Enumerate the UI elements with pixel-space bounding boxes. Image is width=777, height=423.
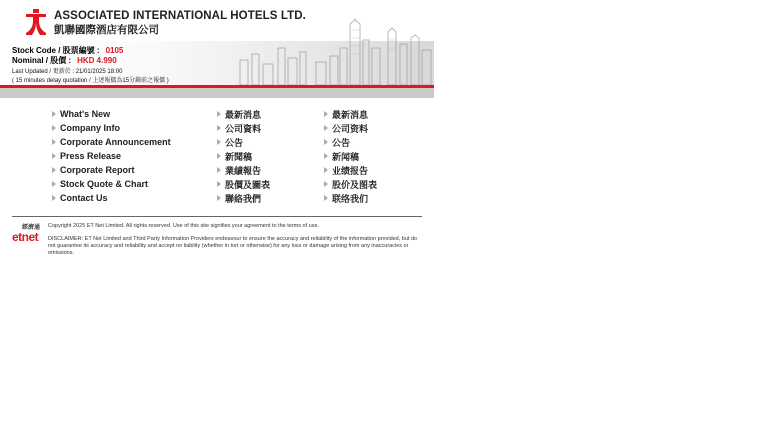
menu-sc-contact-us[interactable] (324, 191, 377, 205)
menu-tc-company-info[interactable] (217, 121, 270, 135)
arrow-right-icon (324, 111, 328, 117)
arrow-right-icon (52, 153, 56, 159)
menu-label: Contact Us (60, 193, 108, 203)
menu-sc-corporate-report[interactable] (324, 163, 377, 177)
menu-sc-announcement[interactable] (324, 135, 377, 149)
arrow-right-icon (324, 139, 328, 145)
site-header (0, 0, 434, 98)
arrow-right-icon (52, 195, 56, 201)
menu-label: Stock Quote & Chart (60, 179, 149, 189)
menu-tc-corporate-report[interactable] (217, 163, 270, 177)
menu-label: 公告 (225, 137, 244, 148)
menu-whats-new[interactable] (52, 107, 171, 121)
nominal-value: HKD 4.990 (77, 56, 117, 65)
menu-label: 业绩报告 (332, 165, 369, 176)
company-name-chinese: 凱聯國際酒店有限公司 (54, 24, 159, 36)
arrow-right-icon (217, 153, 221, 159)
menu-sc-press-release[interactable] (324, 149, 377, 163)
menu-sc-stock-quote[interactable] (324, 177, 377, 191)
menu-label: 最新消息 (225, 109, 262, 120)
menu-tc-announcement[interactable] (217, 135, 270, 149)
menu-contact-us[interactable] (52, 191, 171, 205)
menu-traditional-chinese (217, 107, 270, 205)
menu-simplified-chinese (324, 107, 377, 205)
menu-label: Corporate Report (60, 165, 135, 175)
arrow-right-icon (217, 125, 221, 131)
etnet-logo-text: etnet (12, 230, 39, 244)
menu-tc-press-release[interactable] (217, 149, 270, 163)
menu-corporate-report[interactable] (52, 163, 171, 177)
arrow-right-icon (324, 167, 328, 173)
arrow-right-icon (52, 111, 56, 117)
menu-tc-whats-new[interactable] (217, 107, 270, 121)
arrow-right-icon (217, 195, 221, 201)
arrow-right-icon (52, 181, 56, 187)
company-name-english: ASSOCIATED INTERNATIONAL HOTELS LTD. (54, 10, 306, 22)
arrow-right-icon (217, 111, 221, 117)
menu-english (52, 107, 171, 205)
company-logo (24, 9, 48, 35)
arrow-right-icon (324, 125, 328, 131)
disclaimer-text: DISCLAIMER: ET Net Limited and Third Party Information Providers endeavour to ensure the accuracy and reliability of the information provided, but do not guarantee its accuracy and reliability and accept no liability (whether in tort or otherwise) for any loss or damage arising from any inaccuracies or omissions. (48, 236, 418, 256)
menu-label: 聯絡我們 (225, 193, 262, 204)
delay-note: ( 15 minutes delay quotation / 上述報價為15分鐘前之報價 ) (12, 78, 169, 84)
arrow-right-icon (52, 167, 56, 173)
menu-label: 股价及图表 (332, 179, 378, 190)
menu-corporate-announcement[interactable] (52, 135, 171, 149)
arrow-right-icon (217, 181, 221, 187)
menu-label: Press Release (60, 151, 122, 161)
arrow-right-icon (324, 181, 328, 187)
etnet-logo[interactable] (12, 222, 44, 248)
menu-label: 公司資料 (225, 123, 262, 134)
menu-tc-stock-quote[interactable] (217, 177, 270, 191)
menu-label: 股價及圖表 (225, 179, 271, 190)
arrow-right-icon (217, 139, 221, 145)
menu-tc-contact-us[interactable] (217, 191, 270, 205)
arrow-right-icon (52, 125, 56, 131)
etnet-logo-chinese: 經濟通 (22, 225, 41, 231)
last-updated: Last Updated / 更新於 : 21/01/2025 18:00 (12, 69, 123, 75)
arrow-right-icon (324, 195, 328, 201)
menu-label: What's New (60, 109, 111, 119)
copyright-text: Copyright 2025 ET Net Limited. All rights reserved. Use of this site signifies your agreement to the terms of use. (48, 223, 320, 229)
menu-label: Company Info (60, 123, 120, 133)
menu-sc-whats-new[interactable] (324, 107, 377, 121)
arrow-right-icon (52, 139, 56, 145)
nominal-price-row (12, 55, 117, 66)
menu-label: 最新消息 (332, 109, 369, 120)
menu-company-info[interactable] (52, 121, 171, 135)
arrow-right-icon (324, 153, 328, 159)
menu-label: 業績報告 (225, 165, 262, 176)
nominal-label: Nominal / 股價 : (12, 56, 72, 65)
menu-label: 新闻稿 (332, 151, 360, 162)
menu-press-release[interactable] (52, 149, 171, 163)
menu-label: 公司资料 (332, 123, 369, 134)
skyline-illustration (230, 18, 434, 85)
stock-code-label: Stock Code / 股票編號 : (12, 46, 100, 55)
menu-label: 公告 (332, 137, 351, 148)
menu-sc-company-info[interactable] (324, 121, 377, 135)
menu-label: 联络我们 (332, 193, 369, 204)
footer-divider (12, 216, 422, 217)
stock-code-value: 0105 (105, 46, 124, 55)
menu-label: 新聞稿 (225, 151, 253, 162)
arrow-right-icon (217, 167, 221, 173)
menu-label: Corporate Announcement (60, 137, 171, 147)
header-gray-bar (0, 88, 434, 98)
menu-stock-quote-chart[interactable] (52, 177, 171, 191)
